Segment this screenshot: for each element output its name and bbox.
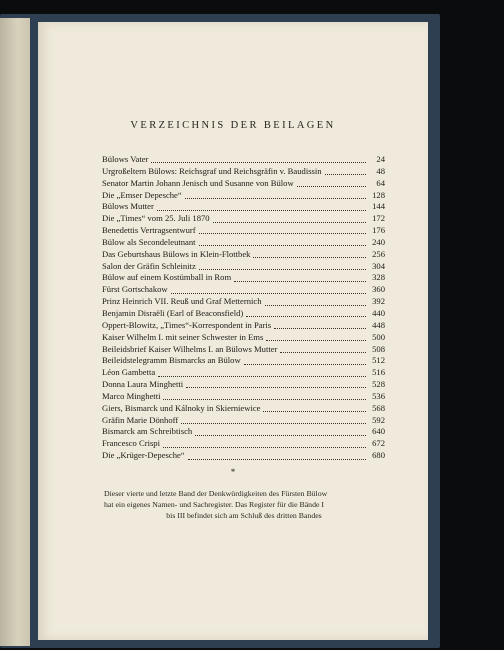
toc-entry	[102, 190, 385, 202]
dot-leader	[263, 411, 366, 412]
toc-entry-title: Die „Emser Depesche“	[102, 189, 182, 200]
toc-entry	[102, 379, 385, 391]
toc-entry-title: Bülows Mutter	[102, 201, 154, 212]
dot-leader	[253, 257, 366, 258]
toc-entry	[102, 201, 385, 213]
toc-entry-title: Beileidsbrief Kaiser Wilhelms I. an Bülows Mutter	[102, 343, 278, 354]
dot-leader	[234, 281, 366, 282]
toc-entry-title: Bülows Vater	[102, 154, 149, 164]
dot-leader	[266, 340, 366, 341]
toc-entry-page: 568	[372, 402, 385, 413]
toc-entry	[102, 308, 385, 320]
toc-entry-page: 500	[372, 331, 385, 342]
toc-entry-title: Die „Krüger-Depesche“	[102, 450, 185, 461]
toc-entry	[102, 450, 385, 462]
toc-entry-title: Oppert-Blowitz, „Times“-Korrespondent in Paris	[102, 319, 272, 330]
footnote-line: bis III befindet sich am Schluß des dritten Bandes	[166, 511, 322, 520]
toc-entry-page: 328	[372, 272, 385, 283]
toc-entry-page: 672	[372, 438, 385, 449]
toc-entry-title: Das Geburtshaus Bülows in Klein-Flottbek	[102, 248, 251, 259]
toc-entry	[102, 213, 385, 225]
toc-entry	[102, 367, 385, 379]
toc-entry	[102, 415, 385, 427]
toc-entry	[102, 320, 385, 332]
toc-entry-title: Giers, Bismarck und Kálnoky in Skierniewice	[102, 402, 261, 413]
toc-entry-title: Gräfin Marie Dönhoff	[102, 414, 179, 425]
toc-entry-title: Urgroßeltern Bülows: Reichsgraf und Reichsgräfin v. Baudissin	[102, 165, 322, 176]
dot-leader	[246, 316, 366, 317]
toc-entry	[102, 249, 385, 261]
toc-entry	[102, 344, 385, 356]
dot-leader	[185, 198, 366, 199]
toc-entry-page: 240	[372, 236, 385, 247]
book-page	[38, 22, 428, 640]
toc-entry-page: 592	[372, 414, 385, 425]
toc-entry-title: Bülow als Secondeleutnant	[102, 236, 196, 247]
toc-entry-title: Senator Martin Johann Jenisch und Susanne von Bülow	[102, 177, 294, 188]
toc-entry	[102, 154, 385, 166]
toc-entry	[102, 237, 385, 249]
toc-entry-page: 528	[372, 379, 385, 390]
table-of-contents	[102, 154, 385, 462]
dot-leader	[325, 174, 366, 175]
toc-entry	[102, 355, 385, 367]
toc-entry	[102, 332, 385, 344]
toc-entry-title: Francesco Crispi	[102, 438, 160, 449]
dot-leader	[199, 269, 366, 270]
toc-entry-title: Benjamin Disraëli (Earl of Beaconsfield)	[102, 307, 244, 318]
page-heading: VERZEICHNIS DER BEILAGEN	[130, 120, 336, 131]
toc-entry-title: Léon Gambetta	[102, 367, 156, 378]
toc-entry	[102, 284, 385, 296]
toc-entry-title: Kaiser Wilhelm I. mit seiner Schwester in Ems	[102, 331, 264, 342]
dot-leader	[297, 186, 366, 187]
footnote-line: Dieser vierte und letzte Band der Denkwürdigkeiten des Fürsten Bülow	[104, 489, 328, 498]
toc-entry	[102, 296, 385, 308]
toc-entry-page: 64	[376, 177, 385, 188]
toc-entry-page: 176	[372, 225, 385, 236]
toc-entry-page: 304	[372, 260, 385, 271]
toc-entry-title: Donna Laura Minghetti	[102, 379, 184, 390]
toc-entry	[102, 426, 385, 438]
toc-entry-title: Bismarck am Schreibtisch	[102, 426, 193, 437]
section-separator: *	[230, 467, 236, 477]
dot-leader	[274, 328, 366, 329]
toc-entry-page: 640	[372, 426, 385, 437]
dot-leader	[280, 352, 366, 353]
toc-entry	[102, 438, 385, 450]
toc-entry-title: Prinz Heinrich VII. Reuß und Graf Metternich	[102, 296, 262, 307]
dot-leader	[163, 399, 366, 400]
dot-leader	[199, 245, 366, 246]
dot-leader	[213, 222, 366, 223]
toc-entry	[102, 272, 385, 284]
dot-leader	[163, 447, 366, 448]
dot-leader	[186, 387, 366, 388]
toc-entry-page: 48	[376, 165, 385, 176]
toc-entry-page: 440	[372, 307, 385, 318]
toc-entry-title: Bülow auf einem Kostümball in Rom	[102, 272, 232, 283]
toc-entry-page: 448	[372, 319, 385, 330]
toc-entry-page: 24	[376, 154, 385, 164]
dot-leader	[181, 423, 366, 424]
toc-entry-title: Die „Times“ vom 25. Juli 1870	[102, 213, 210, 224]
dot-leader	[199, 233, 366, 234]
toc-entry	[102, 225, 385, 237]
dot-leader	[157, 210, 366, 211]
toc-entry-title: Beileidstelegramm Bismarcks an Bülow	[102, 355, 241, 366]
dot-leader	[188, 459, 366, 460]
toc-entry	[102, 261, 385, 273]
dot-leader	[151, 162, 366, 163]
toc-entry-page: 508	[372, 343, 385, 354]
toc-entry-page: 360	[372, 284, 385, 295]
footnote	[104, 488, 384, 521]
toc-entry-page: 536	[372, 390, 385, 401]
toc-entry-page: 256	[372, 248, 385, 259]
toc-entry-title: Salon der Gräfin Schleinitz	[102, 260, 196, 271]
left-page-edge	[0, 18, 30, 646]
toc-entry	[102, 403, 385, 415]
toc-entry-page: 128	[372, 189, 385, 200]
toc-entry-title: Benedettis Vertragsentwurf	[102, 225, 196, 236]
dot-leader	[195, 435, 366, 436]
toc-entry-page: 392	[372, 296, 385, 307]
toc-entry-page: 512	[372, 355, 385, 366]
dot-leader	[171, 293, 366, 294]
toc-entry-page: 172	[372, 213, 385, 224]
dot-leader	[244, 364, 366, 365]
toc-entry-title: Fürst Gortschakow	[102, 284, 168, 295]
toc-entry-page: 516	[372, 367, 385, 378]
toc-entry	[102, 391, 385, 403]
dot-leader	[265, 305, 367, 306]
toc-entry	[102, 178, 385, 190]
footnote-line: hat ein eigenes Namen- und Sachregister. Das Register für die Bände I	[104, 500, 324, 509]
dot-leader	[158, 376, 366, 377]
toc-entry	[102, 166, 385, 178]
toc-entry-title: Marco Minghetti	[102, 390, 161, 401]
toc-entry-page: 144	[372, 201, 385, 212]
toc-entry-page: 680	[372, 450, 385, 461]
